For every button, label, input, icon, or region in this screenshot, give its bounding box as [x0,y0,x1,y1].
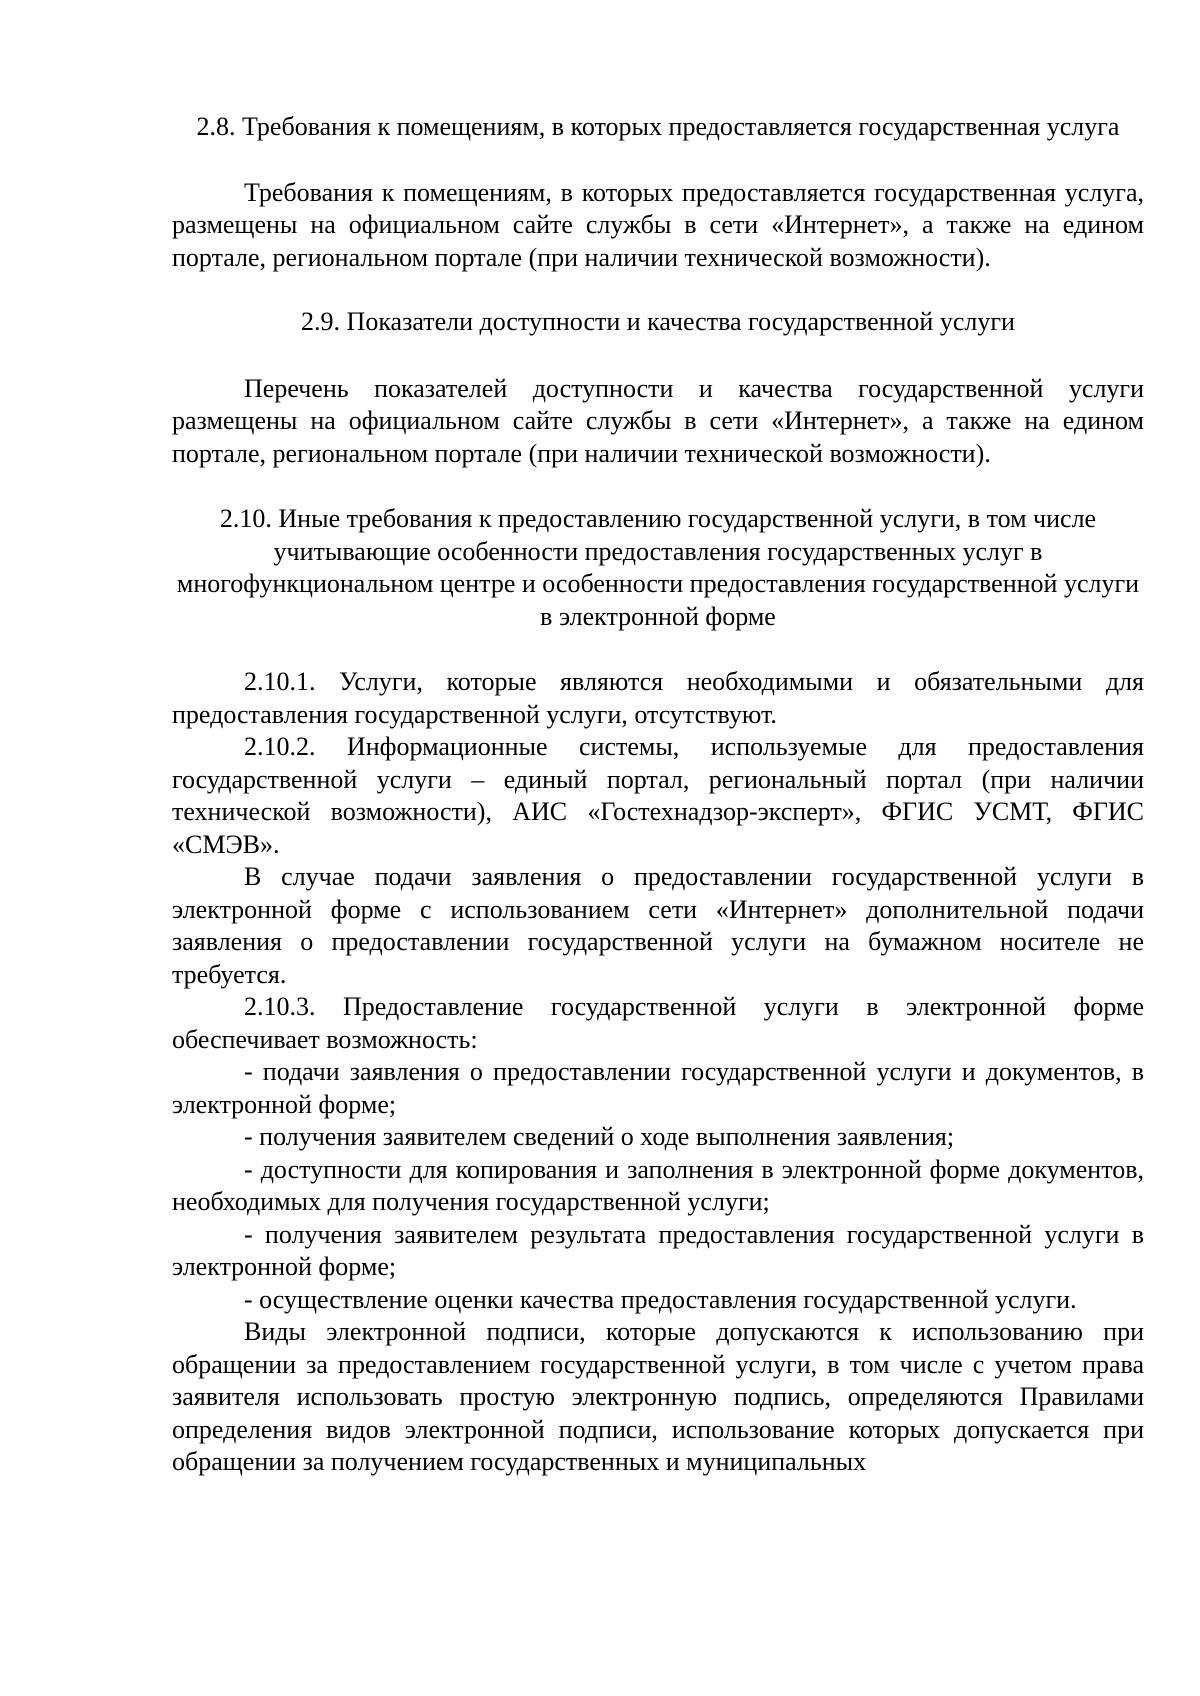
section-heading-2-9: 2.9. Показатели доступности и качества государственной услуги [301,307,1015,336]
paragraph-paper-submission: В случае подачи заявления о предоставлении государственной услуги в электронной форме с использованием сети «Интернет» дополнительной подачи заявления о предоставлении государственной услуги на бумажном носителе не требуется. [172,862,1144,989]
paragraph-2-10-3: 2.10.3. Предоставление государственной услуги в электронной форме обеспечивает возможность: [172,992,1144,1054]
list-item-quality-rating: - осуществление оценки качества предоставления государственной услуги. [244,1284,1077,1314]
paragraph-2-10-1: 2.10.1. Услуги, которые являются необходимыми и обязательными для предоставления государственной услуги, отсутствуют. [172,667,1144,729]
section-heading-2-10: 2.10. Иные требования к предоставлению государственной услуги, в том числе учитывающие особенности предоставления государственных услуг в многофункциональном центре и особенности предоставления государственной услуги в электронной форме [176,504,1140,631]
paragraph-2-10-2: 2.10.2. Информационные системы, используемые для предоставления государственной услуги – единый портал, региональный портал (при наличии технической возможности), АИС «Гостехнадзор-эксперт», ФГИС УСМТ, ФГИС «СМЭВ». [172,732,1144,859]
paragraph-electronic-signature: Виды электронной подписи, которые допускаются к использованию при обращении за предоставлением государственной услуги, в том числе с учетом права заявителя использовать простую электронную подпись, определяются Правилами определения видов электронной подписи, использование которых допускается при обращении за получением государственных и муниципальных [172,1317,1144,1476]
section-paragraph-2-8: Требования к помещениям, в которых предоставляется государственная услуга, размещены на официальном сайте службы в сети «Интернет», а также на едином портале, региональном портале (при наличии технической возможности). [172,177,1144,272]
list-item-document-forms: - доступности для копирования и заполнения в электронной форме документов, необходимых для получения государственной услуги; [172,1154,1144,1216]
document-page [172,111,1144,1479]
list-item-submit-application: - подачи заявления о предоставлении государственной услуги и документов, в электронной форме; [172,1057,1144,1119]
list-item-receive-result: - получения заявителем результата предоставления государственной услуги в электронной форме; [172,1219,1144,1281]
list-item-status-info: - получения заявителем сведений о ходе выполнения заявления; [244,1122,955,1151]
section-paragraph-2-9: Перечень показателей доступности и качества государственной услуги размещены на официальном сайте службы в сети «Интернет», а также на едином портале, региональном портале (при наличии технической возможности). [172,373,1144,468]
section-heading-2-8: 2.8. Требования к помещениям, в которых предоставляется государственная услуга [196,112,1120,141]
